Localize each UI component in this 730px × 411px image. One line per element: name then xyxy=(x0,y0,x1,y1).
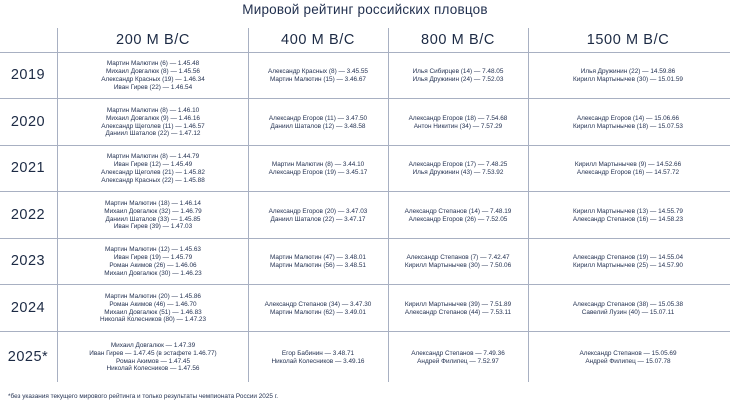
result-entry: Егор Бабинин — 3.48.71 xyxy=(281,349,355,357)
page-title: Мировой рейтинг российских пловцов xyxy=(242,2,488,17)
result-entry: Александр Егоров (20) — 3.47.03 xyxy=(268,207,368,215)
result-entry: Савелий Лузин (40) — 15.07.11 xyxy=(581,308,675,316)
result-entry: Мартин Малютин (15) — 3.46.67 xyxy=(270,76,366,83)
result-entry: Кирилл Мартынычев (30) — 15.01.59 xyxy=(573,76,683,83)
result-entry: Александр Егоров (11) — 3.47.50 xyxy=(268,114,368,122)
column-divider xyxy=(248,28,249,382)
result-entry: Даниил Шаталов (12) — 3.48.58 xyxy=(270,122,366,130)
result-entry: Александр Степанов (16) — 14.58.23 xyxy=(572,215,684,223)
cell-400 xyxy=(248,239,388,285)
column-divider xyxy=(388,28,389,382)
result-entry: Александр Степанов (38) — 15.05.38 xyxy=(572,300,684,308)
cell-1500 xyxy=(528,99,728,146)
result-entry: Илья Дружинин (22) — 14.59.86 xyxy=(580,68,676,76)
result-entry: Кирилл Мартынычев (30) — 7.50.06 xyxy=(404,262,512,269)
cell-800 xyxy=(388,53,528,99)
result-entry: Михаил Довгалюк (30) — 1.46.23 xyxy=(104,269,202,277)
cell-400 xyxy=(248,53,388,99)
result-entry: Кирилл Мартынычев (39) — 7.51.89 xyxy=(404,300,512,308)
result-entry: Александр Степанов (44) — 7.53.11 xyxy=(404,308,512,316)
cell-1500 xyxy=(528,239,728,285)
cell-800 xyxy=(388,99,528,146)
result-entry: Александр Степанов (19) — 14.55.04 xyxy=(572,254,684,262)
table-row xyxy=(0,331,730,383)
cell-400 xyxy=(248,99,388,146)
result-entry: Александр Егоров (18) — 7.54.68 xyxy=(408,114,508,122)
result-entry: Илья Сибирцев (14) — 7.48.05 xyxy=(412,68,504,76)
result-entry: Александр Егоров (17) — 7.48.25 xyxy=(408,161,508,169)
result-entry: Михаил Довгалюк — 1.47.39 xyxy=(110,341,196,349)
cell-200 xyxy=(58,285,248,332)
year-label: 2024 xyxy=(10,299,46,316)
result-entry: Михаил Довгалюк (51) — 1.46.83 xyxy=(104,308,202,316)
cell-200 xyxy=(58,192,248,239)
result-entry: Мартин Малютин (56) — 3.48.51 xyxy=(270,262,366,269)
result-entry: Даниил Шаталов (22) — 1.47.12 xyxy=(105,130,201,138)
cell-1500 xyxy=(528,53,728,99)
result-entry: Андрей Филипец — 15.07.78 xyxy=(585,357,671,365)
result-entry: Александр Егоров (16) — 14.57.72 xyxy=(576,169,680,176)
cell-1500 xyxy=(528,146,728,192)
column-divider xyxy=(528,28,529,382)
result-entry: Илья Дружинин (43) — 7.53.92 xyxy=(412,169,504,176)
cell-200 xyxy=(58,239,248,285)
cell-200 xyxy=(58,332,248,383)
footnote: *без указания текущего мирового рейтинга и только результаты чемпионата России 2025 г. xyxy=(8,393,279,400)
table-row xyxy=(0,98,730,146)
result-entry: Мартин Малютин (47) — 3.48.01 xyxy=(270,254,366,262)
column-header-200: 200 М В/С xyxy=(116,32,190,48)
table-header xyxy=(0,28,730,52)
cell-1500 xyxy=(528,332,728,383)
column-header-1500: 1500 М В/С xyxy=(586,32,670,48)
result-entry: Мартин Малютин (8) — 1.44.79 xyxy=(106,153,200,161)
result-entry: Иван Гирев — 1.47.45 (в эстафете 1.46.77) xyxy=(89,349,217,357)
table-row xyxy=(0,191,730,239)
year-label: 2020 xyxy=(10,113,46,130)
result-entry: Кирилл Мартынычев (18) — 15.07.53 xyxy=(573,122,683,130)
result-entry: Мартин Малютин (20) — 1.45.86 xyxy=(105,292,201,300)
result-entry: Кирилл Мартынычев (13) — 14.55.79 xyxy=(573,207,683,215)
cell-800 xyxy=(388,239,528,285)
cell-1500 xyxy=(528,285,728,332)
cell-200 xyxy=(58,53,248,99)
result-entry: Михаил Довгалюк (32) — 1.46.79 xyxy=(104,207,202,215)
result-entry: Роман Акимов — 1.47.45 xyxy=(115,357,191,365)
result-entry: Кирилл Мартынычев (25) — 14.57.90 xyxy=(573,262,683,269)
result-entry: Александр Красных (19) — 1.46.34 xyxy=(101,76,205,83)
year-label: 2023 xyxy=(10,253,46,269)
cell-800 xyxy=(388,146,528,192)
cell-1500 xyxy=(528,192,728,239)
result-entry: Даниил Шаталов (33) — 1.45.85 xyxy=(105,215,201,223)
result-entry: Александр Степанов (34) — 3.47.30 xyxy=(264,300,372,308)
year-label: 2019 xyxy=(10,67,46,83)
result-entry: Роман Акимов (26) — 1.46.06 xyxy=(109,262,197,269)
result-entry: Александр Егоров (26) — 7.52.05 xyxy=(408,215,508,223)
result-entry: Александр Щеголев (11) — 1.46.57 xyxy=(101,122,205,130)
result-entry: Михаил Довгалюк (8) — 1.45.56 xyxy=(106,68,200,76)
column-divider xyxy=(57,28,58,382)
cell-800 xyxy=(388,192,528,239)
result-entry: Александр Степанов (7) — 7.42.47 xyxy=(406,254,510,262)
year-label: 2022 xyxy=(10,206,46,223)
result-entry: Даниил Шаталов (22) — 3.47.17 xyxy=(270,215,366,223)
result-entry: Иван Гирев (22) — 1.46.54 xyxy=(113,83,193,91)
result-entry: Мартин Малютин (8) — 3.44.10 xyxy=(271,161,365,169)
column-header-400: 400 М В/С xyxy=(281,32,355,48)
result-entry: Александр Красных (22) — 1.45.88 xyxy=(101,176,205,184)
result-entry: Мартин Малютин (12) — 1.45.63 xyxy=(105,246,201,254)
result-entry: Мартин Малютин (8) — 1.46.10 xyxy=(106,106,200,114)
cell-400 xyxy=(248,192,388,239)
result-entry: Мартин Малютин (6) — 1.45.48 xyxy=(106,60,200,68)
table-row xyxy=(0,145,730,192)
table-row xyxy=(0,284,730,332)
ranking-table xyxy=(0,28,730,52)
result-entry: Александр Степанов — 15.05.69 xyxy=(579,349,677,357)
result-entry: Иван Гирев (12) — 1.45.49 xyxy=(113,161,193,169)
cell-400 xyxy=(248,332,388,383)
cell-800 xyxy=(388,332,528,383)
cell-400 xyxy=(248,146,388,192)
result-entry: Иван Гирев (39) — 1.47.03 xyxy=(113,223,193,231)
result-entry: Николай Колесников — 3.49.16 xyxy=(271,357,365,365)
table-row xyxy=(0,52,730,99)
result-entry: Мартин Малютин (62) — 3.49.01 xyxy=(270,308,366,316)
result-entry: Иван Гирев (19) — 1.45.79 xyxy=(113,254,193,262)
cell-200 xyxy=(58,146,248,192)
year-label: 2021 xyxy=(10,160,46,176)
cell-200 xyxy=(58,99,248,146)
result-entry: Александр Степанов — 7.49.36 xyxy=(411,349,505,357)
result-entry: Александр Красных (8) — 3.45.55 xyxy=(268,68,368,76)
result-entry: Николай Колесников (80) — 1.47.23 xyxy=(99,316,207,324)
result-entry: Александр Степанов (14) — 7.48.19 xyxy=(404,207,512,215)
result-entry: Илья Дружинин (24) — 7.52.03 xyxy=(412,76,504,83)
column-header-800: 800 М В/С xyxy=(421,32,495,48)
result-entry: Антон Никитин (34) — 7.57.29 xyxy=(413,122,503,130)
result-entry: Александр Егоров (19) — 3.45.17 xyxy=(268,169,368,176)
result-entry: Андрей Филипец — 7.52.97 xyxy=(417,357,499,365)
year-label: 2025* xyxy=(7,348,49,365)
result-entry: Михаил Довгалюк (9) — 1.46.16 xyxy=(106,114,200,122)
result-entry: Николай Колесников — 1.47.56 xyxy=(106,365,200,373)
result-entry: Роман Акимов (46) — 1.46.70 xyxy=(109,300,197,308)
result-entry: Мартин Малютин (18) — 1.46.14 xyxy=(105,199,201,207)
table-row xyxy=(0,238,730,285)
result-entry: Александр Егоров (14) — 15.06.66 xyxy=(576,114,680,122)
cell-400 xyxy=(248,285,388,332)
result-entry: Александр Щеголев (21) — 1.45.82 xyxy=(101,169,205,176)
cell-800 xyxy=(388,285,528,332)
result-entry: Кирилл Мартынычев (9) — 14.52.66 xyxy=(574,161,682,169)
